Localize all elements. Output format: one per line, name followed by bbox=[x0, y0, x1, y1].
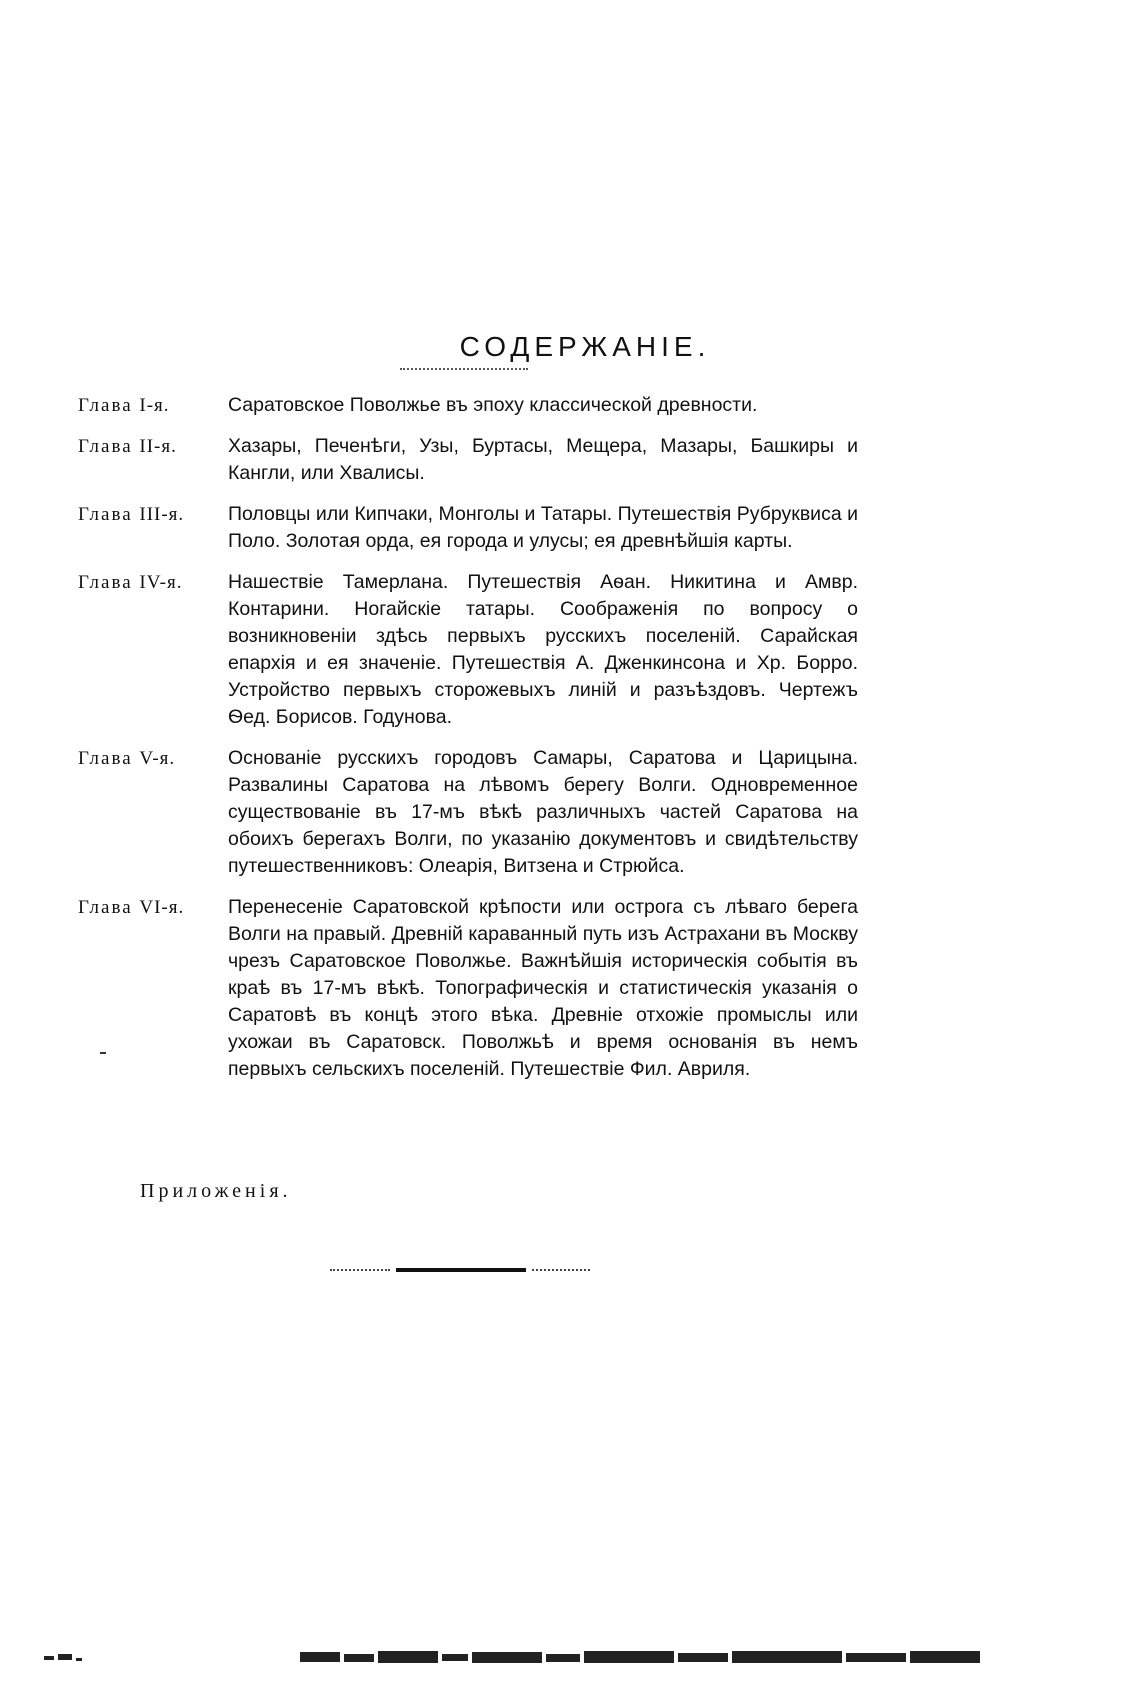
end-divider-dots-right bbox=[532, 1269, 590, 1271]
toc-entry-1 bbox=[78, 392, 858, 419]
appendix-heading: Приложенія. bbox=[140, 1180, 292, 1202]
table-of-contents bbox=[78, 392, 858, 1097]
toc-entry-5 bbox=[78, 745, 858, 880]
chapter-word: Глава bbox=[78, 504, 133, 525]
chapter-word: Глава bbox=[78, 436, 133, 457]
chapter-word: Глава bbox=[78, 897, 133, 918]
chapter-description: Половцы или Кипчаки, Монголы и Татары. Путешествія Рубруквиса и Поло. Золотая орда, ея города и улусы; ея древнѣйшія карты. bbox=[228, 503, 858, 552]
chapter-label bbox=[78, 501, 228, 555]
end-divider-bar bbox=[396, 1268, 526, 1272]
chapter-number: V-я. bbox=[139, 748, 176, 769]
toc-entry-3 bbox=[78, 501, 858, 555]
chapter-word: Глава bbox=[78, 572, 133, 593]
chapter-label bbox=[78, 569, 228, 731]
chapter-label bbox=[78, 894, 228, 1083]
margin-mark bbox=[100, 1052, 106, 1054]
chapter-number: II-я. bbox=[139, 436, 177, 457]
chapter-label bbox=[78, 745, 228, 880]
title-divider bbox=[400, 368, 528, 372]
chapter-number: I-я. bbox=[139, 395, 170, 416]
chapter-word: Глава bbox=[78, 395, 133, 416]
chapter-label bbox=[78, 433, 228, 487]
chapter-description: Нашествіе Тамерлана. Путешествія Аѳан. Никитина и Амвр. Контарини. Ногайскіе татары. Соображенія по вопросу о возникновеніи здѣсь первыхъ русскихъ поселеній. Сарайская епархія и ея значеніе. Путешествія А. Дженкинсона и Хр. Борро. Устройство первыхъ сторожевыхъ линій и разъѣздовъ. Чертежъ Ѳед. Борисов. Годунова. bbox=[228, 571, 858, 728]
scan-edge-noise bbox=[40, 1642, 1020, 1672]
chapter-word: Глава bbox=[78, 748, 133, 769]
chapter-description: Саратовское Поволжье въ эпоху классической древности. bbox=[228, 394, 758, 416]
toc-entry-6 bbox=[78, 894, 858, 1083]
chapter-number: III-я. bbox=[139, 504, 185, 525]
chapter-description: Основаніе русскихъ городовъ Самары, Саратова и Царицына. Развалины Саратова на лѣвомъ берегу Волги. Одновременное существованіе въ 17-мъ вѣкѣ различныхъ частей Саратова на обоихъ берегахъ Волги, по указанію документовъ и свидѣтельству путешественниковъ: Олеарія, Витзена и Стрюйса. bbox=[228, 747, 858, 877]
chapter-number: IV-я. bbox=[139, 572, 183, 593]
chapter-number: VI-я. bbox=[139, 897, 185, 918]
end-divider-dots-left bbox=[330, 1269, 390, 1271]
end-divider bbox=[330, 1266, 590, 1274]
chapter-label bbox=[78, 392, 228, 419]
page-title: СОДЕРЖАНІЕ. bbox=[459, 330, 711, 362]
chapter-description: Хазары, Печенѣги, Узы, Буртасы, Мещера, Мазары, Башкиры и Кангли, или Хвалисы. bbox=[228, 435, 858, 484]
toc-entry-2 bbox=[78, 433, 858, 487]
toc-entry-4 bbox=[78, 569, 858, 731]
chapter-description: Перенесеніе Саратовской крѣпости или острога съ лѣваго берега Волги на правый. Древній караванный путь изъ Астрахани въ Москву чрезъ Саратовское Поволжье. Важнѣйшія историческія событія въ краѣ въ 17-мъ вѣкѣ. Топографическія и статистическія указанія о Саратовѣ въ концѣ этого вѣка. Древніе отхожіе промыслы или ухожаи въ Саратовск. Поволжьѣ и время основанія въ немъ первыхъ сельскихъ поселеній. Путешествіе Фил. Авриля. bbox=[228, 896, 858, 1080]
